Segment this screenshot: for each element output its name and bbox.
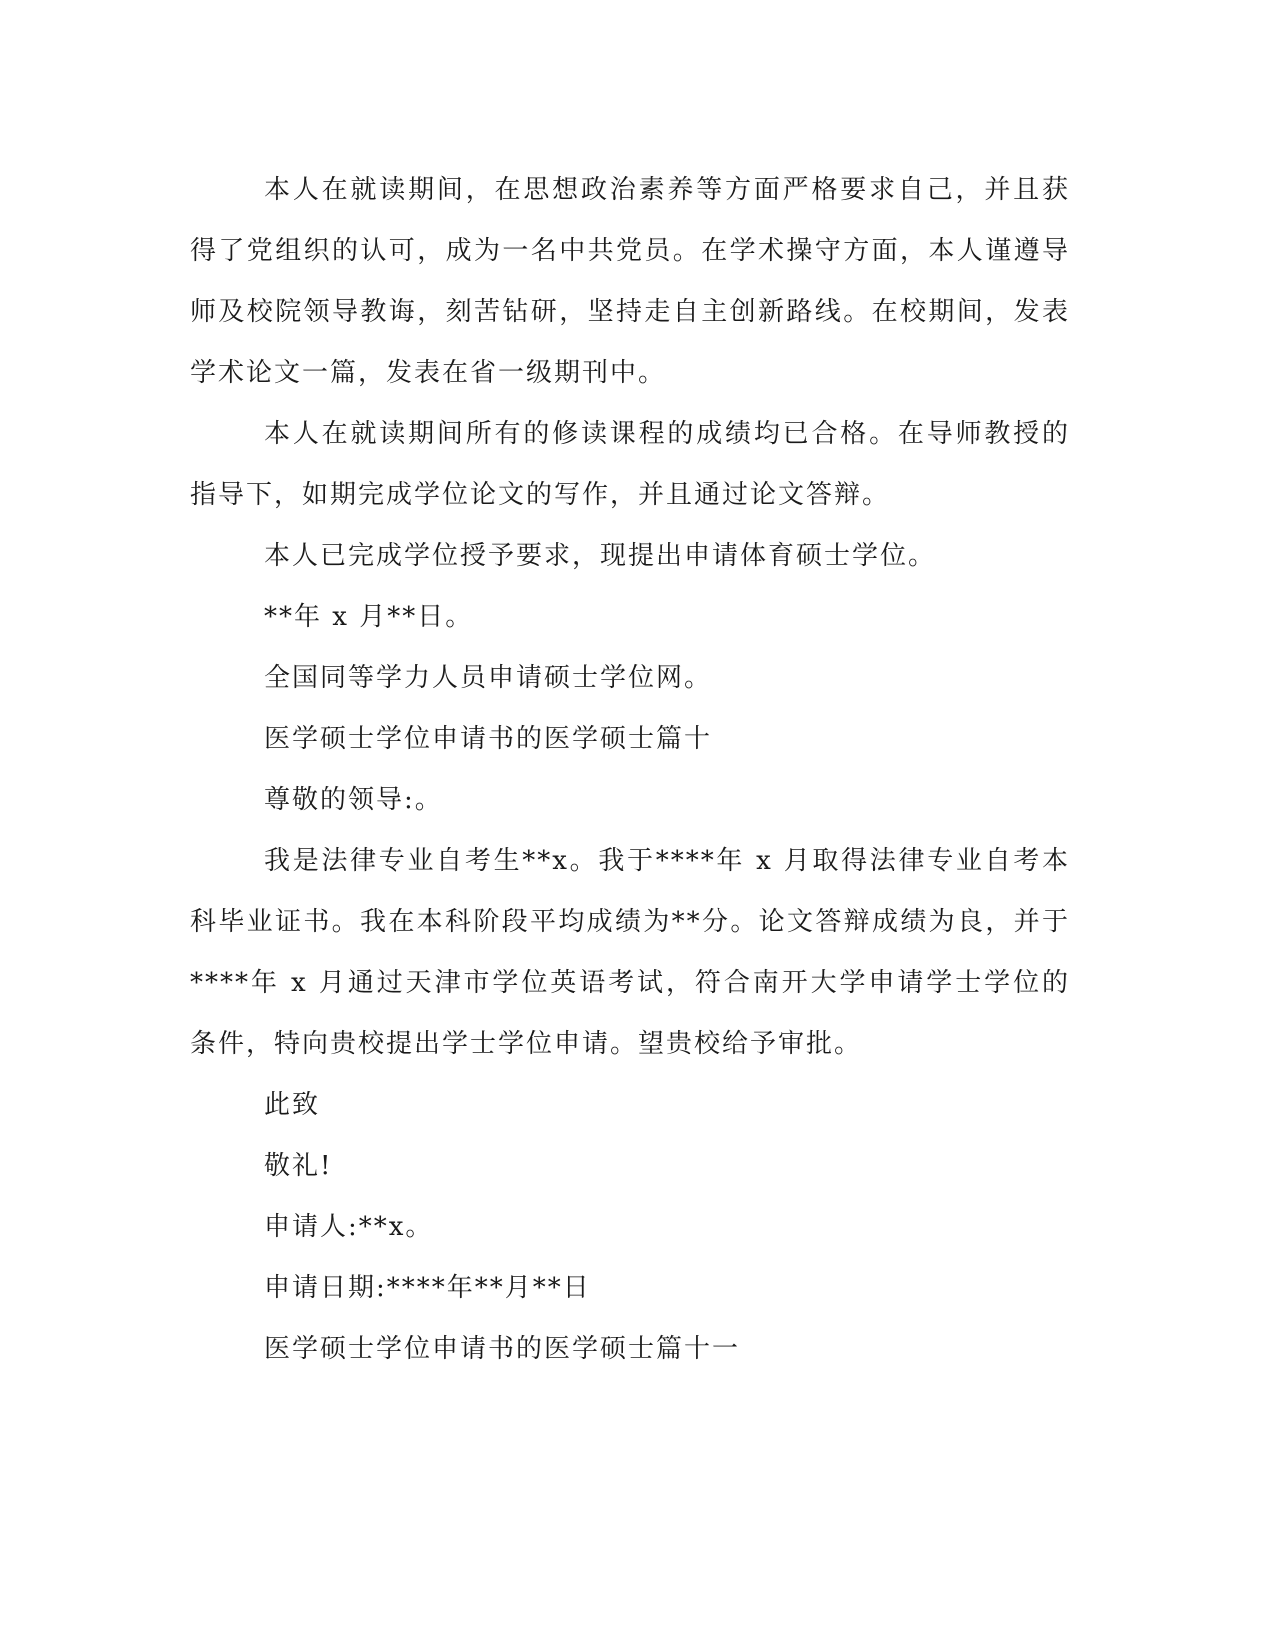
website-line: 全国同等学力人员申请硕士学位网。 bbox=[264, 663, 713, 693]
document-body bbox=[190, 160, 1070, 1380]
section-heading-eleven: 医学硕士学位申请书的医学硕士篇十一 bbox=[264, 1334, 741, 1364]
salutation: 尊敬的领导:。 bbox=[264, 785, 443, 815]
paragraph-degree-request: 本人已完成学位授予要求，现提出申请体育硕士学位。 bbox=[264, 541, 937, 571]
application-date-line: 申请日期:****年**月**日 bbox=[264, 1273, 591, 1303]
closing-ci-zhi: 此致 bbox=[264, 1090, 321, 1120]
paragraph-courses-thesis: 本人在就读期间所有的修读课程的成绩均已合格。在导师教授的指导下，如期完成学位论文的写作，并且通过论文答辩。 bbox=[190, 419, 1070, 510]
date-line: **年 x 月**日。 bbox=[264, 602, 474, 632]
applicant-line: 申请人:**x。 bbox=[264, 1212, 434, 1242]
paragraph-law-application: 我是法律专业自考生**x。我于****年 x 月取得法律专业自考本科毕业证书。我在本科阶段平均成绩为**分。论文答辩成绩为良，并于****年 x 月通过天津市学位英语考试，符合南开大学申请学士学位的条件，特向贵校提出学士学位申请。望贵校给予审批。 bbox=[190, 846, 1070, 1059]
paragraph-political-academic: 本人在就读期间，在思想政治素养等方面严格要求自己，并且获得了党组织的认可，成为一名中共党员。在学术操守方面，本人谨遵导师及校院领导教诲，刻苦钻研，坚持走自主创新路线。在校期间，发表学术论文一篇，发表在省一级期刊中。 bbox=[190, 175, 1070, 388]
closing-jing-li: 敬礼! bbox=[264, 1151, 333, 1181]
section-heading-ten: 医学硕士学位申请书的医学硕士篇十 bbox=[264, 724, 713, 754]
